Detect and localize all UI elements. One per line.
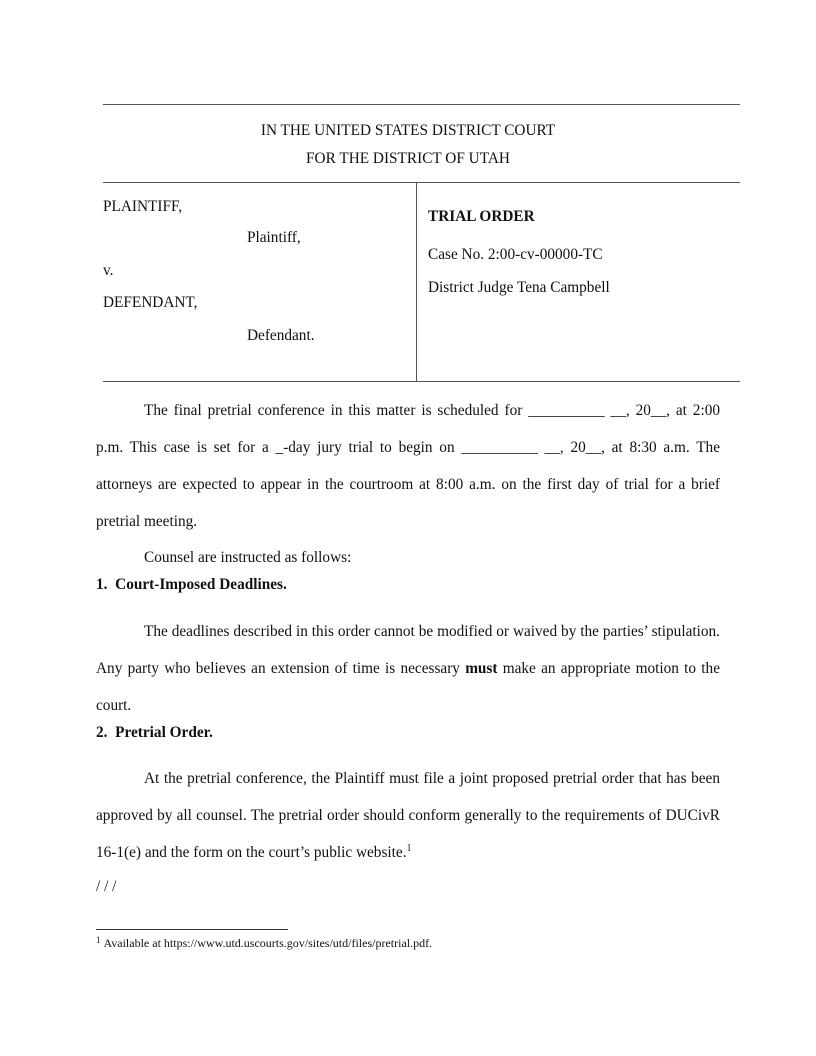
court-name-line2: FOR THE DISTRICT OF UTAH	[306, 150, 510, 167]
section-heading-deadlines	[96, 576, 287, 594]
caption-bottom-rule	[103, 381, 740, 382]
emphasis-must: must	[465, 660, 498, 677]
paragraph-schedule: The final pretrial conference in this matter is scheduled for __________ __, 20__, at 2:00 p.m. This case is set for a _-day jury trial to begin on __________ __, 20__, at 8:30 a.m. The attorneys are expected to appear in the courtroom at 8:00 a.m. on the first day of trial for a brief pretrial meeting.	[96, 402, 720, 530]
deadlines-text-end: make an appropriate motion to the court.	[96, 660, 720, 714]
paragraph-instructions: Counsel are instructed as follows:	[144, 549, 352, 566]
case-number: Case No. 2:00-cv-00000-TC	[428, 246, 603, 263]
section-title: Pretrial Order.	[115, 724, 213, 741]
defendant-name: DEFENDANT,	[103, 294, 198, 311]
continuation-marker: / / /	[96, 878, 117, 895]
section-number: 2.	[96, 724, 108, 741]
court-name-line1: IN THE UNITED STATES DISTRICT COURT	[260, 122, 556, 139]
caption-top-rule	[103, 104, 740, 105]
judge-name: District Judge Tena Campbell	[428, 279, 610, 296]
section-heading-pretrial-order	[96, 724, 213, 742]
footnote-number: 1	[96, 935, 101, 945]
plaintiff-role: Plaintiff,	[247, 229, 301, 246]
versus: v.	[103, 262, 114, 279]
footnote	[96, 936, 432, 951]
section-number: 1.	[96, 576, 108, 593]
caption-middle-rule	[103, 182, 740, 183]
plaintiff-name: PLAINTIFF,	[103, 198, 183, 215]
footnote-separator	[96, 929, 288, 930]
order-title: TRIAL ORDER	[428, 208, 535, 225]
defendant-role: Defendant.	[247, 327, 315, 344]
section-title: Court-Imposed Deadlines.	[115, 576, 287, 593]
deadlines-text-start: The deadlines described in this order cannot be modified or waived by the parties’ stipulation. Any party who believes an extension of time is necessary	[96, 623, 720, 677]
footnote-text: Available at https://www.utd.uscourts.gov/sites/utd/files/pretrial.pdf.	[103, 936, 433, 950]
pretrial-order-text: At the pretrial conference, the Plaintiff must file a joint proposed pretrial order that has been approved by all counsel. The pretrial order should conform generally to the requirements of DUCivR 16-1(e) and the form on the court’s public website.	[96, 770, 720, 861]
caption-divider	[416, 182, 417, 381]
paragraph-pretrial-order	[96, 760, 720, 871]
footnote-reference[interactable]: 1	[406, 843, 412, 854]
paragraph-deadlines	[96, 613, 720, 724]
